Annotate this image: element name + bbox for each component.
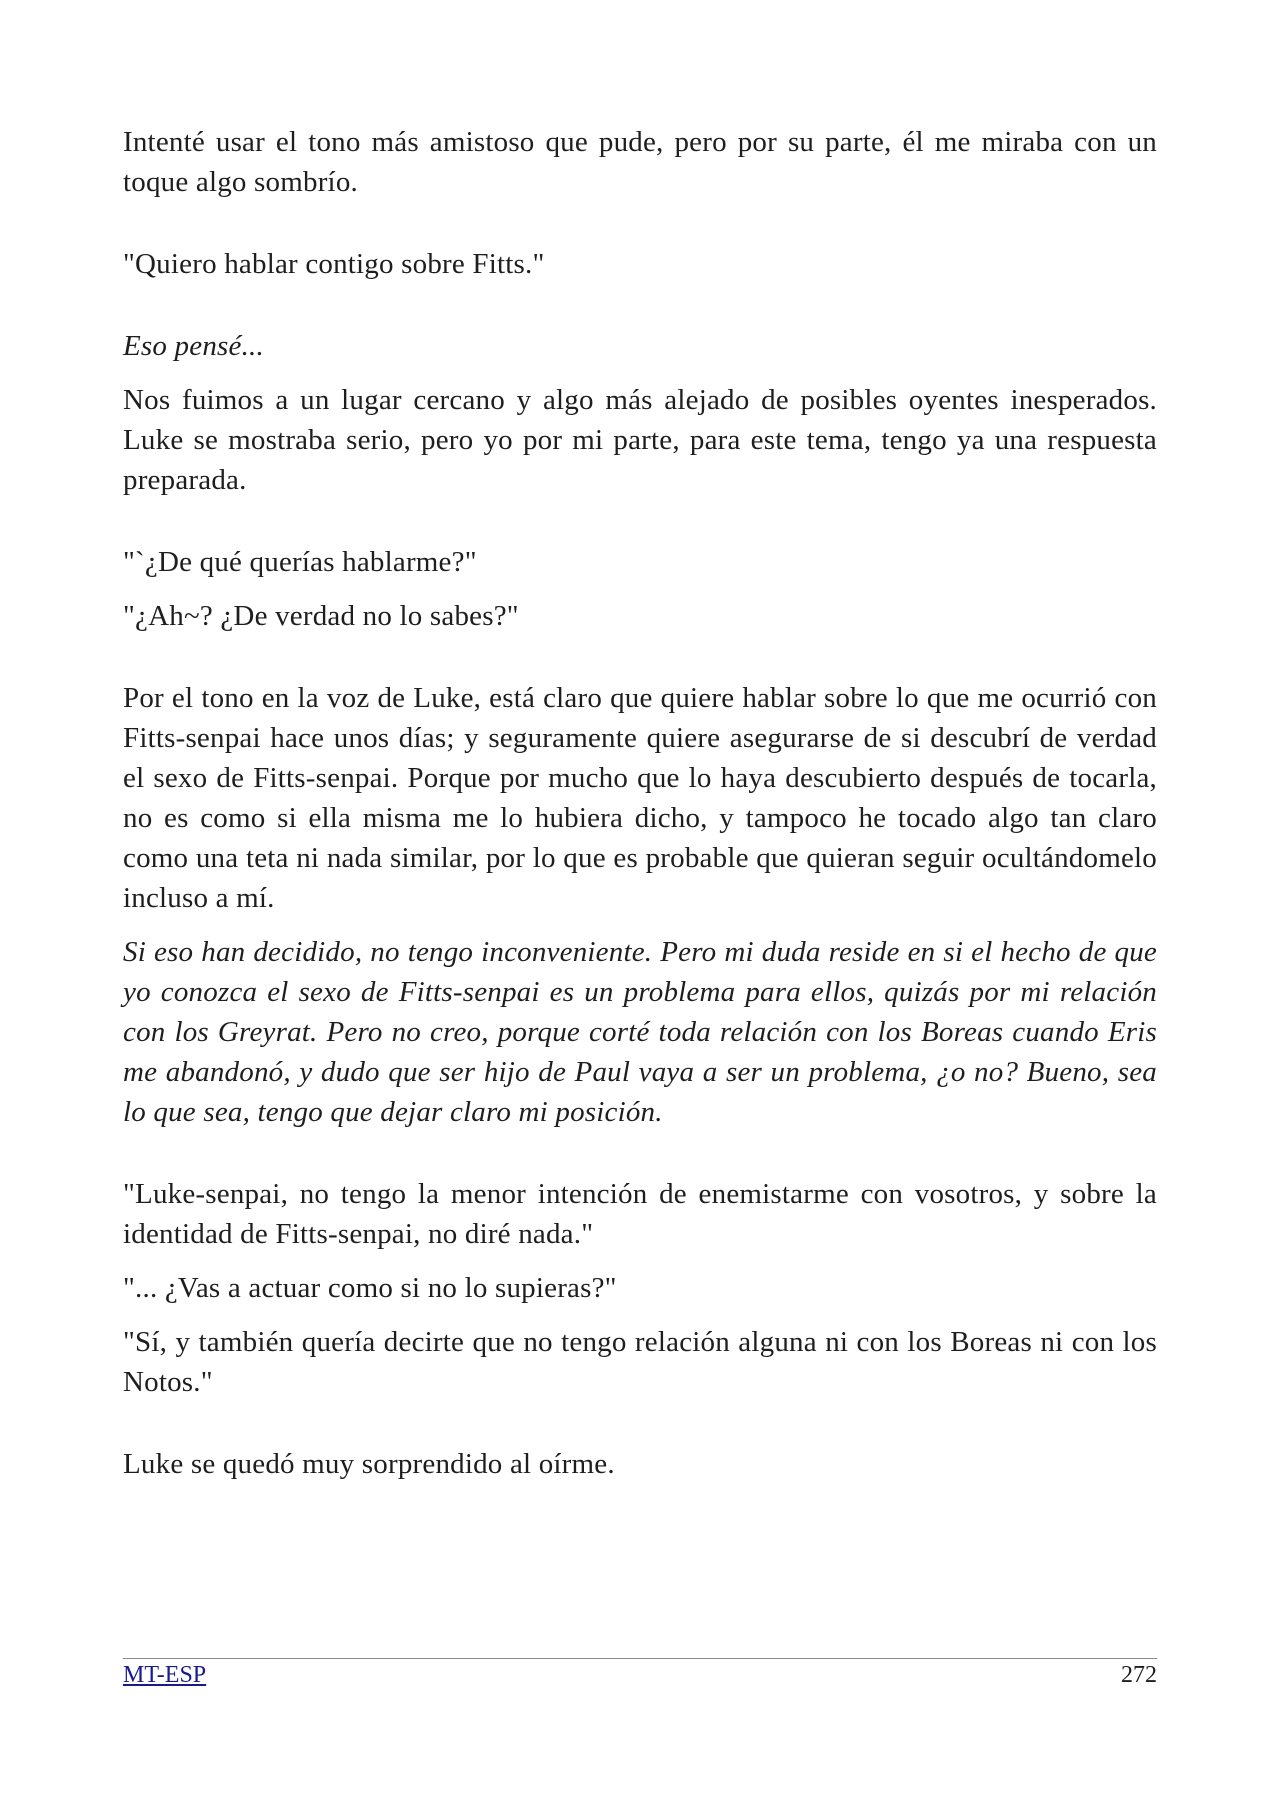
paragraph-thought: Si eso han decidido, no tengo inconveniente. Pero mi duda reside en si el hecho de que yo conozca el sexo de Fitts-senpai es un problema para ellos, quizás por mi relación con los Greyrat. Pero no creo, porque corté toda relación con los Boreas cuando Eris me abandonó, y dudo que ser hijo de Paul vaya a ser un problema, ¿o no? Bueno, sea lo que sea, tengo que dejar claro mi posición.: [123, 936, 1157, 1128]
paragraph-narration: Luke se quedó muy sorprendido al oírme.: [123, 1448, 615, 1480]
document-page: [123, 0, 1157, 1811]
paragraph-narration: Intenté usar el tono más amistoso que pude, pero por su parte, él me miraba con un toque algo sombrío.: [123, 126, 1157, 198]
paragraph-dialogue: "`¿De qué querías hablarme?": [123, 546, 477, 578]
paragraph-narration: Por el tono en la voz de Luke, está claro que quiere hablar sobre lo que me ocurrió con Fitts-senpai hace unos días; y seguramente quiere asegurarse de si descubrí de verdad el sexo de Fitts-senpai. Porque por mucho que lo haya descubierto después de tocarla, no es como si ella misma me lo hubiera dicho, y tampoco he tocado algo tan claro como una teta ni nada similar, por lo que es probable que quieran seguir ocultándomelo incluso a mí.: [123, 682, 1157, 914]
page-body: [123, 122, 1157, 1484]
footer-source-link[interactable]: MT-ESP: [123, 1662, 207, 1688]
paragraph-narration: Nos fuimos a un lugar cercano y algo más alejado de posibles oyentes inesperados. Luke se mostraba serio, pero yo por mi parte, para este tema, tengo ya una respuesta preparada.: [123, 384, 1157, 496]
footer-divider: [123, 1658, 1157, 1659]
paragraph-dialogue: "Quiero hablar contigo sobre Fitts.": [123, 248, 545, 280]
paragraph-dialogue: "Sí, y también quería decirte que no tengo relación alguna ni con los Boreas ni con los Notos.": [123, 1326, 1157, 1398]
paragraph-dialogue: "¿Ah~? ¿De verdad no lo sabes?": [123, 600, 519, 632]
paragraph-dialogue: "Luke-senpai, no tengo la menor intención de enemistarme con vosotros, y sobre la identidad de Fitts-senpai, no diré nada.": [123, 1178, 1157, 1250]
paragraph-dialogue: "... ¿Vas a actuar como si no lo supieras?": [123, 1272, 617, 1304]
page-number: 272: [1121, 1662, 1157, 1688]
paragraph-thought: Eso pensé...: [123, 330, 264, 362]
